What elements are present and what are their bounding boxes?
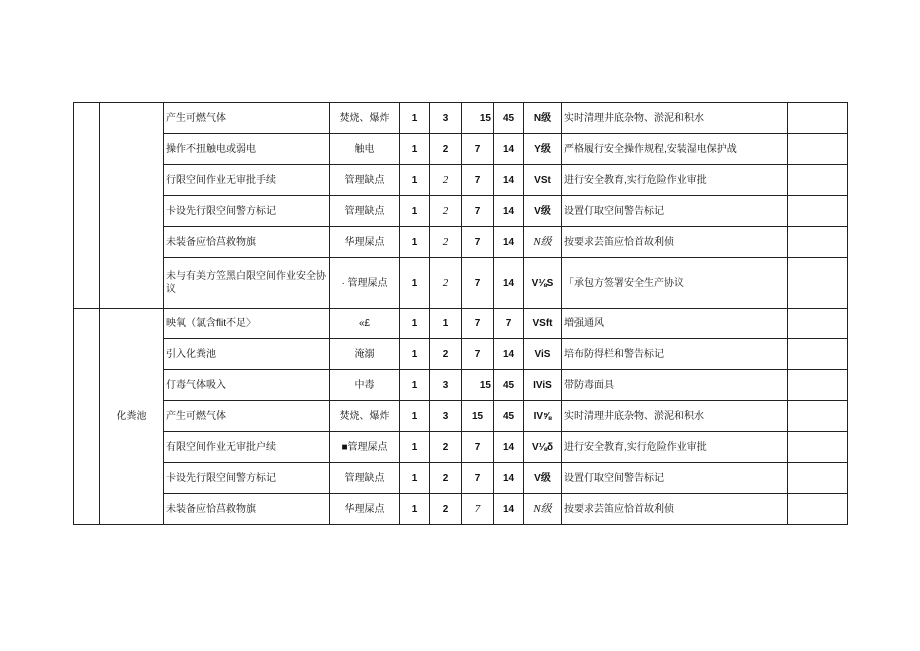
- consequence-cell: 管理缺点: [330, 196, 400, 227]
- c-value-cell: 7: [462, 463, 494, 494]
- l-value-cell: 1: [400, 227, 430, 258]
- measure-cell: 按要求芸笛应恰首故利侦: [562, 494, 788, 525]
- c-value-cell: 7: [462, 134, 494, 165]
- hazard-cell: 卡设先行限空间警方标记: [164, 196, 330, 227]
- e-value-cell: 2: [430, 432, 462, 463]
- consequence-cell: «£: [330, 309, 400, 339]
- note-cell: [788, 165, 848, 196]
- l-value-cell: 1: [400, 494, 430, 525]
- d-value-cell: 45: [494, 103, 524, 134]
- risk-grade-cell: N级: [524, 494, 562, 525]
- l-value-cell: 1: [400, 165, 430, 196]
- hazard-cell: 产生可燃气体: [164, 401, 330, 432]
- risk-grade-cell: IViS: [524, 370, 562, 401]
- hazard-cell: 仃毒气体吸入: [164, 370, 330, 401]
- consequence-cell: 华理屎点: [330, 494, 400, 525]
- note-cell: [788, 227, 848, 258]
- d-value-cell: 14: [494, 227, 524, 258]
- hazard-cell: 操作不扭触电或弱电: [164, 134, 330, 165]
- note-cell: [788, 258, 848, 309]
- risk-grade-cell: ViS: [524, 339, 562, 370]
- risk-grade-cell: VSt: [524, 165, 562, 196]
- risk-grade-cell: Y级: [524, 134, 562, 165]
- note-cell: [788, 196, 848, 227]
- risk-assessment-table: [73, 102, 848, 525]
- c-value-cell: 15: [462, 103, 494, 134]
- table-row: [74, 309, 848, 339]
- c-value-cell: 7: [462, 258, 494, 309]
- e-value-cell: 3: [430, 401, 462, 432]
- hazard-cell: 产生可燃气体: [164, 103, 330, 134]
- measure-cell: 培布防得栏和警告标记: [562, 339, 788, 370]
- c-value-cell: 7: [462, 227, 494, 258]
- risk-grade-cell: VSft: [524, 309, 562, 339]
- note-cell: [788, 103, 848, 134]
- l-value-cell: 1: [400, 196, 430, 227]
- l-value-cell: 1: [400, 432, 430, 463]
- e-value-cell: 2: [430, 494, 462, 525]
- l-value-cell: 1: [400, 339, 430, 370]
- seq-cell: [74, 309, 100, 525]
- d-value-cell: 14: [494, 196, 524, 227]
- note-cell: [788, 309, 848, 339]
- hazard-cell: 有限空间作业无审批户续: [164, 432, 330, 463]
- seq-cell: [74, 103, 100, 309]
- note-cell: [788, 134, 848, 165]
- d-value-cell: 14: [494, 165, 524, 196]
- note-cell: [788, 401, 848, 432]
- consequence-cell: 管理缺点: [330, 463, 400, 494]
- d-value-cell: 14: [494, 258, 524, 309]
- c-value-cell: 15: [462, 370, 494, 401]
- hazard-cell: 未与有美方笠黑白限空间作业安全协议: [164, 258, 330, 309]
- e-value-cell: 2: [430, 463, 462, 494]
- d-value-cell: 14: [494, 432, 524, 463]
- note-cell: [788, 432, 848, 463]
- risk-grade-cell: N级: [524, 227, 562, 258]
- l-value-cell: 1: [400, 134, 430, 165]
- hazard-cell: 映氧（氯含flit不足〉: [164, 309, 330, 339]
- consequence-cell: 焚烧、爆炸: [330, 401, 400, 432]
- measure-cell: 进行安全教育,实行危险作业审批: [562, 165, 788, 196]
- risk-grade-cell: V级: [524, 463, 562, 494]
- consequence-cell: 华理屎点: [330, 227, 400, 258]
- note-cell: [788, 463, 848, 494]
- hazard-cell: 引入化粪池: [164, 339, 330, 370]
- table-row: [74, 258, 848, 309]
- note-cell: [788, 339, 848, 370]
- table-row: [74, 432, 848, 463]
- risk-grade-cell: V级: [524, 196, 562, 227]
- area-cell: 化粪池: [100, 309, 164, 525]
- consequence-cell: 管理缺点: [330, 165, 400, 196]
- risk-grade-cell: V⅛δ: [524, 432, 562, 463]
- table-row: [74, 103, 848, 134]
- consequence-cell: ■管理屎点: [330, 432, 400, 463]
- e-value-cell: 3: [430, 370, 462, 401]
- measure-cell: 设置仃取空间警告标记: [562, 196, 788, 227]
- consequence-cell: 触电: [330, 134, 400, 165]
- measure-cell: 进行安全教育,实行危险作业审批: [562, 432, 788, 463]
- l-value-cell: 1: [400, 258, 430, 309]
- measure-cell: 「承包方签署安全生产协议: [562, 258, 788, 309]
- l-value-cell: 1: [400, 370, 430, 401]
- e-value-cell: 1: [430, 309, 462, 339]
- c-value-cell: 15: [462, 401, 494, 432]
- measure-cell: 増强通风: [562, 309, 788, 339]
- table-row: [74, 165, 848, 196]
- table-row: [74, 196, 848, 227]
- e-value-cell: 2: [430, 196, 462, 227]
- c-value-cell: 7: [462, 494, 494, 525]
- measure-cell: 实时清理井底杂物、淤泥和积水: [562, 401, 788, 432]
- table-row: [74, 494, 848, 525]
- c-value-cell: 7: [462, 339, 494, 370]
- l-value-cell: 1: [400, 103, 430, 134]
- e-value-cell: 2: [430, 227, 462, 258]
- note-cell: [788, 494, 848, 525]
- area-cell: [100, 103, 164, 309]
- table-row: [74, 227, 848, 258]
- measure-cell: 按要求芸笛应恰首故利侦: [562, 227, 788, 258]
- table-row: [74, 134, 848, 165]
- table-row: [74, 463, 848, 494]
- e-value-cell: 2: [430, 165, 462, 196]
- l-value-cell: 1: [400, 309, 430, 339]
- risk-grade-cell: V⅛S: [524, 258, 562, 309]
- hazard-cell: 行限空间作业无审批手续: [164, 165, 330, 196]
- risk-grade-cell: IV⅝: [524, 401, 562, 432]
- note-cell: [788, 370, 848, 401]
- d-value-cell: 7: [494, 309, 524, 339]
- c-value-cell: 7: [462, 309, 494, 339]
- table-row: [74, 401, 848, 432]
- d-value-cell: 45: [494, 401, 524, 432]
- d-value-cell: 14: [494, 494, 524, 525]
- d-value-cell: 14: [494, 339, 524, 370]
- l-value-cell: 1: [400, 401, 430, 432]
- c-value-cell: 7: [462, 432, 494, 463]
- risk-grade-cell: N级: [524, 103, 562, 134]
- table-row: [74, 370, 848, 401]
- e-value-cell: 3: [430, 103, 462, 134]
- consequence-cell: 淹溺: [330, 339, 400, 370]
- hazard-cell: 卡设先行限空间警方标记: [164, 463, 330, 494]
- measure-cell: 带防毒面具: [562, 370, 788, 401]
- table-row: [74, 339, 848, 370]
- measure-cell: 设置仃取空间警告标记: [562, 463, 788, 494]
- c-value-cell: 7: [462, 165, 494, 196]
- e-value-cell: 2: [430, 258, 462, 309]
- d-value-cell: 14: [494, 463, 524, 494]
- hazard-cell: 未装备应恰莒救物旗: [164, 494, 330, 525]
- c-value-cell: 7: [462, 196, 494, 227]
- consequence-cell: 中毒: [330, 370, 400, 401]
- consequence-cell: · 管理屎点: [330, 258, 400, 309]
- l-value-cell: 1: [400, 463, 430, 494]
- e-value-cell: 2: [430, 339, 462, 370]
- hazard-cell: 未装备应恰莒救物旗: [164, 227, 330, 258]
- e-value-cell: 2: [430, 134, 462, 165]
- consequence-cell: 焚烧、爆炸: [330, 103, 400, 134]
- d-value-cell: 14: [494, 134, 524, 165]
- measure-cell: 严格履行安全操作规程,安装湿电保护战: [562, 134, 788, 165]
- d-value-cell: 45: [494, 370, 524, 401]
- measure-cell: 实时清理井底杂物、淤泥和积水: [562, 103, 788, 134]
